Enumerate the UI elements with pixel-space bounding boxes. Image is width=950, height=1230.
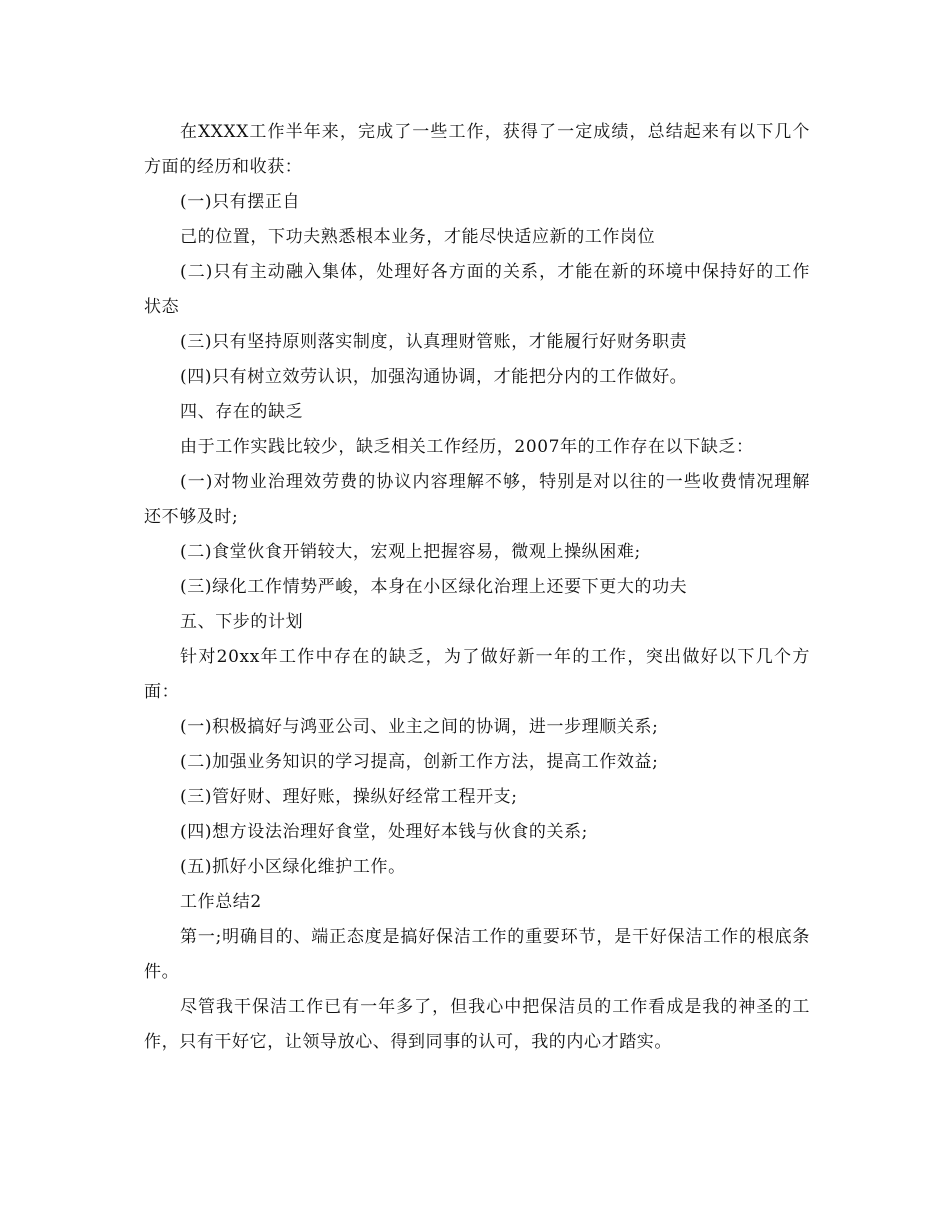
paragraph-item-1b: 己的位置，下功夫熟悉根本业务，才能尽快适应新的工作岗位 xyxy=(180,227,656,247)
paragraph-summary-first: 第一;明确目的、端正态度是搞好保洁工作的重要环节，是干好保洁工作的根底条件。 xyxy=(144,927,810,982)
paragraph-plan-5: (五)抓好小区绿化维护工作。 xyxy=(180,857,406,877)
paragraph-plan-2: (二)加强业务知识的学习提高，创新工作方法，提高工作效益; xyxy=(180,752,659,772)
document-body xyxy=(144,115,810,1060)
paragraph-plan-1: (一)积极搞好与鸿亚公司、业主之间的协调，进一步理顺关系; xyxy=(180,717,659,737)
section-heading-summary-2: 工作总结2 xyxy=(180,892,262,912)
paragraph-item-3: (三)只有坚持原则落实制度，认真理财管账，才能履行好财务职责 xyxy=(180,332,688,352)
paragraph-item-2: (二)只有主动融入集体，处理好各方面的关系，才能在新的环境中保持好的工作状态 xyxy=(144,262,810,317)
paragraph-shortcomings-intro: 由于工作实践比较少，缺乏相关工作经历，2007年的工作存在以下缺乏： xyxy=(180,437,754,457)
section-heading-plan: 五、下步的计划 xyxy=(180,612,304,632)
paragraph-plan-4: (四)想方设法治理好食堂，处理好本钱与伙食的关系; xyxy=(180,822,588,842)
paragraph-item-4: (四)只有树立效劳认识，加强沟通协调，才能把分内的工作做好。 xyxy=(180,367,688,387)
paragraph-plan-intro: 针对20xx年工作中存在的缺乏，为了做好新一年的工作，突出做好以下几个方面： xyxy=(144,647,810,702)
paragraph-shortcoming-3: (三)绿化工作情势严峻，本身在小区绿化治理上还要下更大的功夫 xyxy=(180,577,688,597)
section-heading-shortcomings: 四、存在的缺乏 xyxy=(180,402,304,422)
paragraph-plan-3: (三)管好财、理好账，操纵好经常工程开支; xyxy=(180,787,518,807)
paragraph-shortcoming-2: (二)食堂伙食开销较大，宏观上把握容易，微观上操纵困难; xyxy=(180,542,641,562)
paragraph-intro: 在XXXX工作半年来，完成了一些工作，获得了一定成绩，总结起来有以下几个方面的经历和收获： xyxy=(144,122,810,177)
paragraph-shortcoming-1: (一)对物业治理效劳费的协议内容理解不够，特别是对以往的一些收费情况理解还不够及时; xyxy=(144,472,810,527)
paragraph-item-1a: (一)只有摆正自 xyxy=(180,192,301,212)
paragraph-summary-second: 尽管我干保洁工作已有一年多了，但我心中把保洁员的工作看成是我的神圣的工作，只有干好它，让领导放心、得到同事的认可，我的内心才踏实。 xyxy=(144,997,810,1052)
